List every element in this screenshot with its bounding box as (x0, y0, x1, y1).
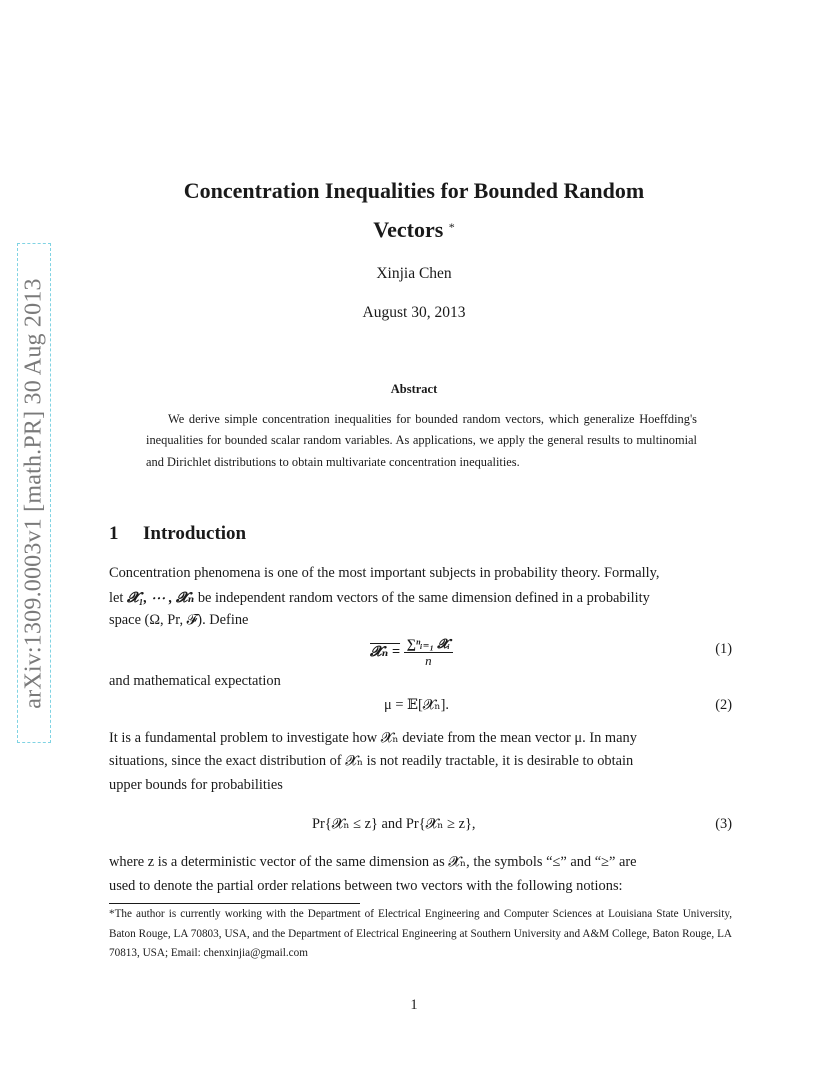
paper-title-line-2 (0, 210, 828, 249)
equation-3: Pr{𝓧ₙ ≤ z} and Pr{𝓧ₙ ≥ z}, (312, 816, 476, 832)
body-paragraph-1-rest: be independent random vectors of the same dimension defined in a probability (194, 590, 650, 606)
equation-1-denominator: n (425, 653, 432, 668)
paper-title-line-2-text: Vectors (373, 217, 444, 242)
equation-1-label: (1) (715, 641, 732, 657)
body-paragraph-2: and mathematical expectation (109, 673, 281, 689)
abstract-heading: Abstract (390, 382, 438, 396)
body-paragraph-1-line-3: space (Ω, Pr, 𝓕). Define (109, 612, 249, 628)
abstract-text: We derive simple concentration inequalities for bounded random vectors, which generalize Hoeffding's inequalities for bounded scalar random variables. As applications, we apply the general results to multinomial and Dirichlet distributions to obtain multivariate concentration inequalities. (146, 412, 697, 469)
title-footnote-mark: * (448, 220, 455, 234)
section-title: Introduction (143, 523, 247, 544)
body-paragraph-1-let: let (109, 590, 127, 606)
arxiv-identifier-text: arXiv:1309.0003v1 [math.PR] 30 Aug 2013 (20, 277, 47, 709)
publication-date: August 30, 2013 (362, 304, 466, 321)
paper-title-line-1: Concentration Inequalities for Bounded Random (183, 178, 645, 203)
equation-1-lhs: 𝓧ₙ = (370, 643, 401, 660)
body-paragraph-3-line-2: situations, since the exact distribution of 𝓧ₙ is not readily tractable, it is desirable to obtain (109, 753, 634, 769)
equation-1-numerator: ∑ⁿᵢ₌₁ 𝓧ᵢ (404, 636, 453, 653)
equation-1 (370, 636, 453, 669)
body-paragraph-4-line-1: where z is a deterministic vector of the same dimension as 𝓧ₙ, the symbols “≤” and “≥” are (109, 854, 637, 870)
equation-2-label: (2) (715, 697, 732, 713)
section-number: 1 (109, 523, 119, 544)
body-paragraph-4-line-2: used to denote the partial order relations between two vectors with the following notions: (109, 878, 623, 894)
body-paragraph-1-line-2 (109, 589, 732, 607)
equation-2: μ = 𝔼[𝓧ₙ]. (384, 697, 450, 713)
author-name: Xinjia Chen (376, 265, 452, 282)
body-paragraph-3-line-1: It is a fundamental problem to investigate how 𝓧ₙ deviate from the mean vector μ. In many (109, 730, 637, 746)
body-paragraph-3-line-3: upper bounds for probabilities (109, 777, 283, 793)
footnote-text: *The author is currently working with the Department of Electrical Engineering and Computer Sciences at Louisiana State University, Baton Rouge, LA 70803, USA, and the Department of Electrical Engineering at Southern University and A&M College, Baton Rouge, LA 70813, USA; Email: chenxinjia@gmail.com (109, 908, 732, 959)
body-paragraph-1-line-1: Concentration phenomena is one of the most important subjects in probability theory. Formally, (109, 565, 660, 581)
page-number: 1 (410, 997, 418, 1013)
footnote-divider (109, 903, 360, 904)
equation-1-fraction (404, 636, 453, 669)
random-vectors-symbol: 𝓧₁, ⋯ , 𝓧ₙ (126, 590, 195, 606)
equation-3-label: (3) (715, 816, 732, 832)
paper-title (0, 171, 828, 249)
